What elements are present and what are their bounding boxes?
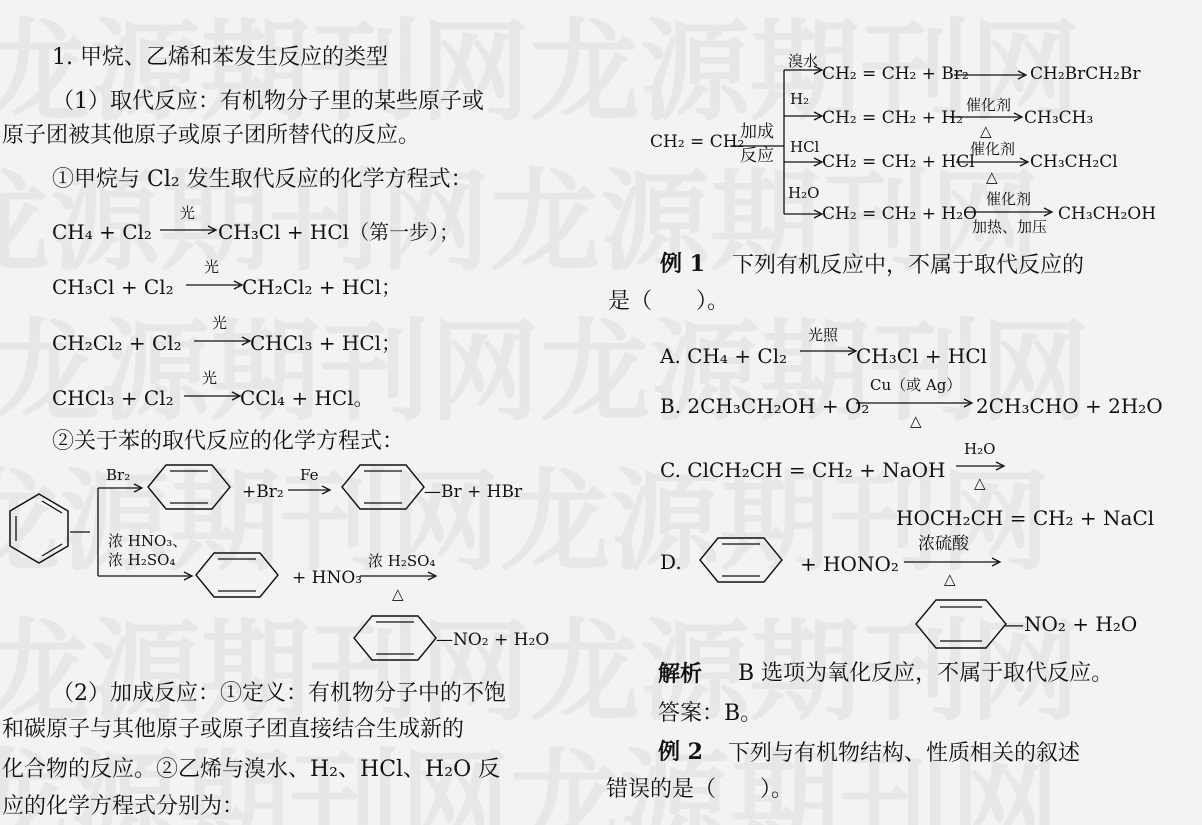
methane-title: ①甲烷与 Cl₂ 发生取代反应的化学方程式： (52, 167, 473, 192)
eq3-arrow (194, 335, 254, 347)
optionB-heat: △ (910, 412, 922, 430)
optionA-condition: 光照 (808, 326, 839, 344)
r1-arrow (954, 69, 1030, 81)
r4-catalyst: 催化剂 (986, 190, 1032, 208)
nitration-cond1: 浓 HNO₃、 (108, 532, 188, 550)
optionB-condition: Cu（或 Ag） (870, 376, 962, 394)
eq3-left: CH₂Cl₂ + Cl₂ (52, 331, 182, 355)
r2-product: CH₃CH₃ (1024, 108, 1094, 128)
eq3-right: CHCl₃ + HCl； (250, 331, 402, 355)
addition-definition: （2）加成反应：①定义：有机物分子中的不饱 (52, 681, 506, 706)
addition-definition-cont3: 应的化学方程式分别为： (2, 794, 245, 819)
benzene-ring-icon (914, 598, 1014, 650)
optionD-condition: 浓硫酸 (918, 534, 969, 554)
benzene-ring-icon (194, 551, 280, 599)
example1-text: 下列有机反应中，不属于取代反应的 (732, 253, 1085, 278)
answer-text: 答案：B。 (658, 701, 763, 726)
r4-product: CH₃CH₂OH (1058, 204, 1157, 224)
bromine-water-reagent: 溴水 (788, 52, 819, 70)
eq4-condition: 光 (202, 369, 218, 387)
addition-label-2: 反应 (740, 146, 774, 166)
example2-text-cont: 错误的是（ ）。 (606, 777, 794, 802)
r3-catalyst: 催化剂 (970, 140, 1016, 158)
example2-text: 下列与有机物结构、性质相关的叙述 (728, 741, 1081, 766)
fe-catalyst: Fe (300, 466, 319, 484)
analysis-text: B 选项为氧化反应，不属于取代反应。 (738, 661, 1114, 686)
r3-reagent: HCl (790, 138, 820, 156)
r4-arrow (966, 206, 1056, 218)
bromination-reagent: Br₂ (106, 466, 131, 484)
analysis-label: 解析 (658, 661, 703, 687)
bromobenzene-product: —Br + HBr (424, 482, 523, 502)
optionC-heat: △ (974, 474, 986, 492)
addition-label-1: 加成 (740, 122, 774, 142)
r3-arrow (956, 156, 1032, 168)
eq2-arrow (186, 279, 246, 291)
r3-condition: △ (986, 168, 998, 186)
plus-hno3: + HNO₃ (292, 568, 363, 588)
optionB-left: B. 2CH₃CH₂OH + O₂ (660, 394, 870, 418)
benzene-title: ②关于苯的取代反应的化学方程式： (52, 429, 405, 454)
eq4-left: CHCl₃ + Cl₂ (52, 386, 174, 410)
eq4-arrow (184, 390, 244, 402)
eq1-right: CH₃Cl + HCl（第一步）； (218, 220, 460, 244)
eq2-left: CH₃Cl + Cl₂ (52, 275, 174, 299)
r2-catalyst: 催化剂 (966, 96, 1012, 114)
nitration-cond2: 浓 H₂SO₄ (108, 551, 176, 569)
r2-reagent: H₂ (790, 90, 810, 108)
r4-condition: 加热、加压 (972, 218, 1048, 236)
r1-product: CH₂BrCH₂Br (1030, 64, 1141, 84)
optionA-arrow (800, 345, 860, 357)
benzene-ring-icon (340, 463, 426, 511)
eq4-right: CCl₄ + HCl。 (240, 386, 374, 410)
optionD-product: —NO₂ + H₂O (1004, 612, 1138, 636)
eq2-right: CH₂Cl₂ + HCl； (242, 275, 402, 299)
benzene-ring-icon (4, 490, 74, 570)
optionC-left: C. ClCH₂CH = CH₂ + NaOH (660, 458, 946, 482)
nitration-catalyst: 浓 H₂SO₄ (368, 552, 436, 570)
r1-equation: CH₂ = CH₂ + Br₂ (822, 64, 969, 84)
eq1-arrow (160, 224, 220, 236)
example1-label: 例 1 (660, 251, 705, 277)
substitution-definition: （1）取代反应：有机物分子里的某些原子或 (52, 89, 484, 114)
r2-condition: △ (980, 122, 992, 140)
addition-definition-cont2: 化合物的反应。②乙烯与溴水、H₂、HCl、H₂O 反 (2, 757, 501, 782)
optionC-arrow (956, 460, 1008, 472)
optionA-left: A. CH₄ + Cl₂ (660, 344, 788, 368)
substitution-definition-cont: 原子团被其他原子或原子团所替代的反应。 (2, 123, 421, 148)
benzene-ring-icon (698, 536, 784, 584)
optionD-arrow (904, 556, 1004, 568)
nitration-heat: △ (392, 585, 404, 603)
optionD-heat: △ (944, 570, 956, 588)
r3-equation: CH₂ = CH₂ + HCl (822, 152, 975, 172)
plus-br2: +Br₂ (242, 482, 284, 502)
benzene-ring-icon (352, 614, 438, 662)
eq2-condition: 光 (204, 258, 220, 276)
nitration-arrow (360, 570, 440, 582)
ethylene-reactant: CH₂ = CH₂ (650, 132, 745, 152)
optionD-label: D. (660, 550, 682, 574)
r4-equation: CH₂ = CH₂ + H₂O (822, 204, 977, 224)
addition-definition-cont: 和碳原子与其他原子或原子团直接结合生成新的 (2, 717, 465, 742)
r2-equation: CH₂ = CH₂ + H₂ (822, 108, 964, 128)
optionC-right: HOCH₂CH = CH₂ + NaCl (896, 506, 1155, 530)
eq1-condition: 光 (180, 204, 196, 222)
benzene-ring-icon (146, 463, 232, 511)
bromination-arrow (288, 484, 334, 496)
section-heading: 1. 甲烷、乙烯和苯发生反应的类型 (52, 45, 388, 70)
optionA-right: CH₃Cl + HCl (856, 344, 988, 368)
eq3-condition: 光 (212, 314, 228, 332)
optionB-right: 2CH₃CHO + 2H₂O (976, 394, 1163, 418)
svg-text:龙源期刊网龙源期刊网 (0, 308, 1090, 436)
nitrobenzene-product: —NO₂ + H₂O (436, 630, 550, 650)
eq1-left: CH₄ + Cl₂ (52, 220, 152, 244)
optionD-reagent: + HONO₂ (800, 552, 899, 576)
example1-text-cont: 是（ ）。 (608, 289, 730, 314)
optionC-condition: H₂O (964, 440, 996, 458)
r3-product: CH₃CH₂Cl (1030, 152, 1118, 172)
example2-label: 例 2 (658, 739, 703, 765)
optionB-arrow (856, 397, 976, 409)
r4-reagent: H₂O (788, 184, 820, 202)
